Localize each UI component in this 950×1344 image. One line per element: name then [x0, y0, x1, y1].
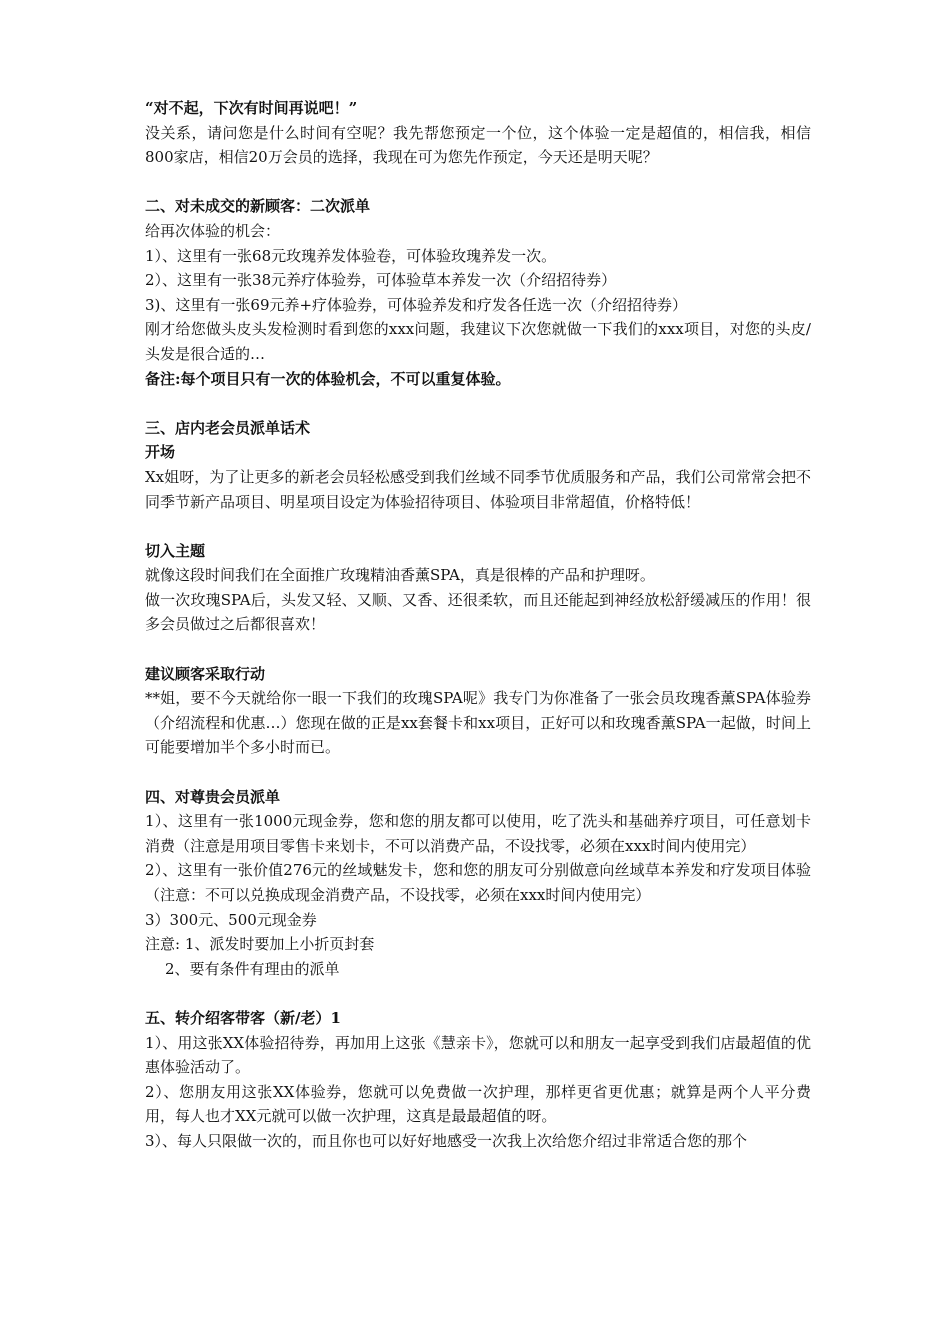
note-line-2: 2、要有条件有理由的派单: [165, 959, 340, 978]
action-title: 建议顾客采取行动: [145, 664, 266, 683]
topic-paragraph-1: 就像这段时间我们在全面推广玫瑰精油香薰SPA，真是很棒的产品和护理呀。: [145, 566, 655, 585]
reply-paragraph: 没关系，请问您是什么时间有空呢？我先帮您预定一个位，这个体验一定是超值的，相信我，相信800家店，相信20万会员的选择，我现在可为您先作预定，今天还是明天呢？: [145, 123, 811, 167]
list-item: 3)、这里有一张69元养+疗体验券，可体验养发和疗发各任选一次（介绍招待券）: [145, 295, 688, 314]
list-item: 1）、用这张XX体验招待券，再加用上这张《慧亲卡》，您就可以和朋友一起享受到我们店最超值的优惠体验活动了。: [145, 1033, 811, 1077]
opening-title: 开场: [145, 443, 176, 462]
topic-paragraph-2: 做一次玫瑰SPA后，头发又轻、又顺、又香、还很柔软，而且还能起到神经放松舒缓减压的作用！很多会员做过之后都很喜欢！: [145, 590, 811, 634]
list-item: 3）300元、500元现金券: [145, 910, 317, 929]
list-item: 3）、每人只限做一次的，而且你也可以好好地感受一次我上次给您介绍过非常适合您的那个: [145, 1131, 748, 1150]
list-item: 2）、这里有一张价值276元的丝域魅发卡，您和您的朋友可分别做意向丝域草本养发和疗发项目体验（注意：不可以兑换成现金消费产品，不设找零，必须在xxx时间内使用完）: [145, 861, 811, 904]
spacer: [145, 981, 811, 1006]
spacer: [145, 637, 811, 662]
section-3-heading: 三、店内老会员派单话术: [145, 418, 311, 437]
spacer: [145, 170, 811, 195]
document-body: [145, 96, 811, 1154]
section-4-heading: 四、对尊贵会员派单: [145, 787, 281, 806]
topic-title: 切入主题: [145, 541, 206, 560]
spacer: [145, 391, 811, 416]
advice-paragraph: 刚才给您做头皮头发检测时看到您的xxx问题，我建议下次您就做一下我们的xxx项目，对您的头皮/头发是很合适的…: [145, 320, 811, 363]
spacer: [145, 760, 811, 785]
section-2-note: 备注:每个项目只有一次的体验机会，不可以重复体验。: [145, 369, 511, 388]
opening-paragraph: Xx姐呀，为了让更多的新老会员轻松感受到我们丝域不同季节优质服务和产品，我们公司常常会把不同季节新产品项目、明星项目设定为体验招待项目、体验项目非常超值，价格特低！: [145, 467, 811, 511]
list-item: 1）、这里有一张68元玫瑰养发体验卷，可体验玫瑰养发一次。: [145, 246, 557, 265]
section-2-heading: 二、对未成交的新顾客：二次派单: [145, 197, 371, 216]
section-2-lead: 给再次体验的机会：: [145, 221, 281, 240]
list-item: 2）、您朋友用这张XX体验券，您就可以免费做一次护理，那样更省更优惠；就算是两个人平分费用，每人也才XX元就可以做一次护理，这真是最最超值的呀。: [145, 1082, 811, 1126]
spacer: [145, 514, 811, 539]
section-5-heading: 五、转介绍客带客（新/老）1: [145, 1008, 341, 1027]
action-paragraph: **姐，要不今天就给你一眼一下我们的玫瑰SPA呢》我专门为你准备了一张会员玫瑰香薰SPA体验券（介绍流程和优惠…）您现在做的正是xx套餐卡和xx项目，正好可以和玫瑰香薰SPA一起做，时间上可能要增加半个多小时而已。: [145, 689, 811, 757]
note-line-1: 注意: 1、派发时要加上小折页封套: [145, 935, 375, 954]
customer-objection: “对不起，下次有时间再说吧！”: [145, 99, 358, 117]
list-item: 2）、这里有一张38元养疗体验券，可体验草本养发一次（介绍招待券）: [145, 271, 617, 290]
list-item: 1）、这里有一张1000元现金券，您和您的朋友都可以使用，吃了洗头和基础养疗项目，可任意划卡消费（注意是用项目零售卡来划卡，不可以消费产品，不设找零，必须在xxx时间内使用完）: [145, 812, 811, 855]
